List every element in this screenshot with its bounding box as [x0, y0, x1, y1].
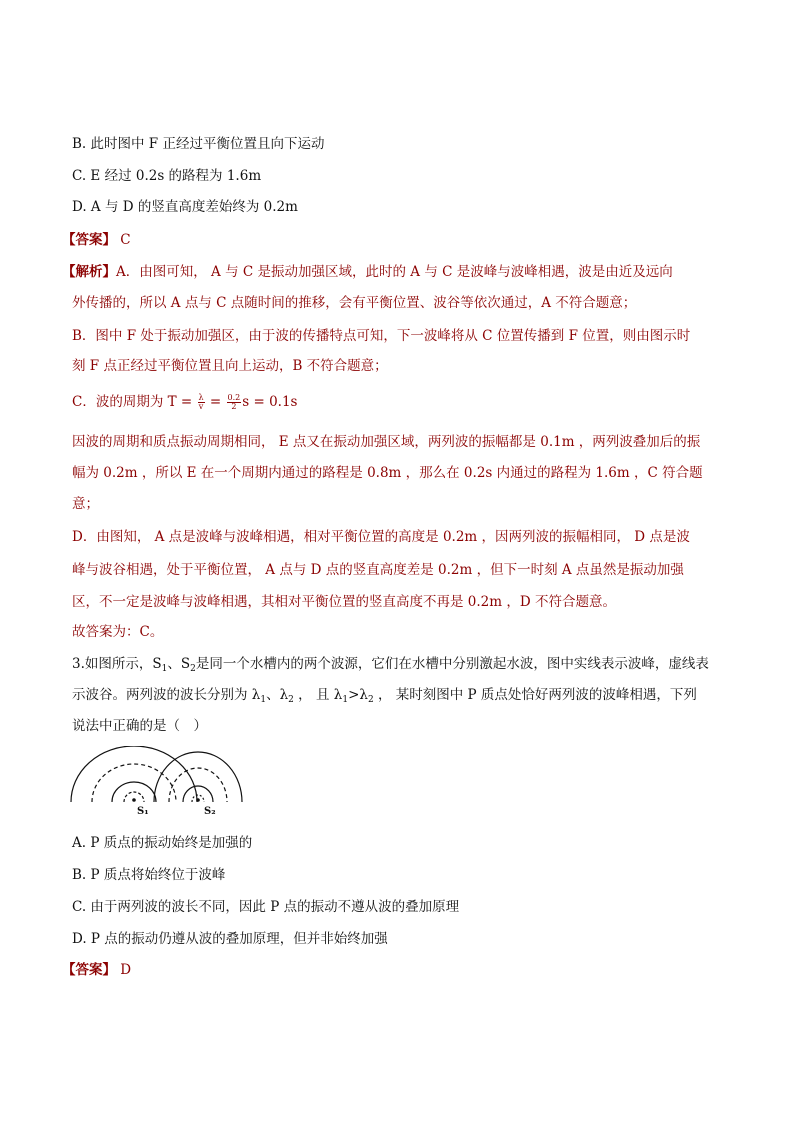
q2-option-b: B. 此时图中 F 正经过平衡位置且向下运动: [72, 136, 325, 152]
q3-answer: [62, 960, 722, 980]
q3-stem-line1: 3.如图所示，$S_1$、$S_2$是同一个水槽内的两个波源，它们在水槽中分别激起水波，图中实线表示波峰，虚线表: [72, 656, 709, 674]
answer-tag: 【答案】: [62, 232, 116, 248]
s1-label: S₁: [137, 806, 149, 817]
q3-option-a: A. P 质点的振动始终是加强的: [72, 835, 253, 851]
analysis-tag: 【解析】: [62, 264, 116, 280]
q2-analysis-d-line3: 区，不一定是波峰与波峰相遇，其相对平衡位置的竖直高度不再是 0.2m ，D 不符合题意。: [72, 594, 616, 610]
q3-option-d: D. P 点的振动仍遵从波的叠加原理，但并非始终加强: [72, 931, 388, 947]
q2-option-c: C. E 经过 0.2s 的路程为 1.6m: [72, 168, 262, 184]
s1-source-dot: [132, 798, 136, 802]
q2-analysis-d-line2: 峰与波谷相遇，处于平衡位置， A 点与 D 点的竖直高度差是 0.2m ，但下一时刻 A 点虽然是振动加强: [72, 562, 684, 578]
q2-analysis-c-line2: 因波的周期和质点振动周期相同， E 点又在振动加强区域，两列波的振幅都是 0.1m ，两列波叠加后的振: [72, 434, 701, 450]
s1-trough-outer: [92, 764, 176, 802]
fraction-0.2-2: $\frac{0.2}{2}$: [227, 393, 241, 411]
q2-analysis-c-line3: 幅为 0.2m ，所以 E 在一个周期内通过的路程是 0.8m ，那么在 0.2s 内通过的路程为 1.6m ，C 符合题: [72, 465, 703, 481]
q2-analysis-b-line1: B．图中 F 处于振动加强区，由于波的传播特点可知，下一波峰将从 C 位置传播到 F 位置，则由图示时: [72, 328, 691, 344]
fraction-lambda-v: $\frac{\lambda}{v}$: [198, 393, 204, 411]
s2-trough-outer: [169, 768, 227, 802]
q2-analysis-c-line4: 意；: [72, 496, 99, 512]
q2-analysis-d-line1: D．由图知， A 点是波峰与波峰相遇，相对平衡位置的高度是 0.2m ，因两列波的振幅相同， D 点是波: [72, 529, 690, 545]
q3-option-b: B. P 质点将始终位于波峰: [72, 867, 226, 883]
q3-option-c: C. 由于两列波的波长不同，因此 P 点的振动不遵从波的叠加原理: [72, 899, 460, 915]
q2-analysis-c-formula: C．波的周期为 T = $\frac{\lambda}{v}$ = $\frac{0.2}{2}$ s = 0.1s: [72, 393, 298, 411]
s2-source-dot: [196, 798, 200, 802]
q2-analysis-a-line2: 外传播的，所以 A 点与 C 点随时间的推移，会有平衡位置、波谷等依次通过，A 不符合题意；: [72, 295, 637, 311]
wave-interference-figure: [68, 746, 248, 818]
s1-crest-outer: [71, 746, 197, 802]
answer-tag: 【答案】: [62, 962, 116, 978]
q2-analysis-b-line2: 刻 F 点正经过平衡位置且向上运动，B 不符合题意；: [72, 358, 388, 374]
answer-value: D: [120, 962, 132, 978]
s2-crest-outer: [154, 752, 242, 802]
q3-stem-line3: 说法中正确的是（ ）: [72, 718, 207, 734]
q3-stem-line2: 示波谷。两列波的波长分别为 $\lambda_1$、$\lambda_2$ ， 且 $\lambda_1>\lambda_2$ ， 某时刻图中 P 质点处恰好两列波的波峰相遇，下列: [72, 687, 697, 705]
q2-answer: [62, 230, 722, 250]
s2-label: S₂: [204, 806, 216, 817]
answer-value: C: [120, 232, 131, 248]
q2-analysis-a-line1: 【解析】A．由图可知， A 与 C 是振动加强区域，此时的 A 与 C 是波峰与波峰相遇，波是由近及远向: [62, 264, 673, 280]
q2-conclusion: 故答案为：C。: [72, 624, 164, 640]
q2-option-d: D. A 与 D 的竖直高度差始终为 0.2m: [72, 199, 298, 215]
